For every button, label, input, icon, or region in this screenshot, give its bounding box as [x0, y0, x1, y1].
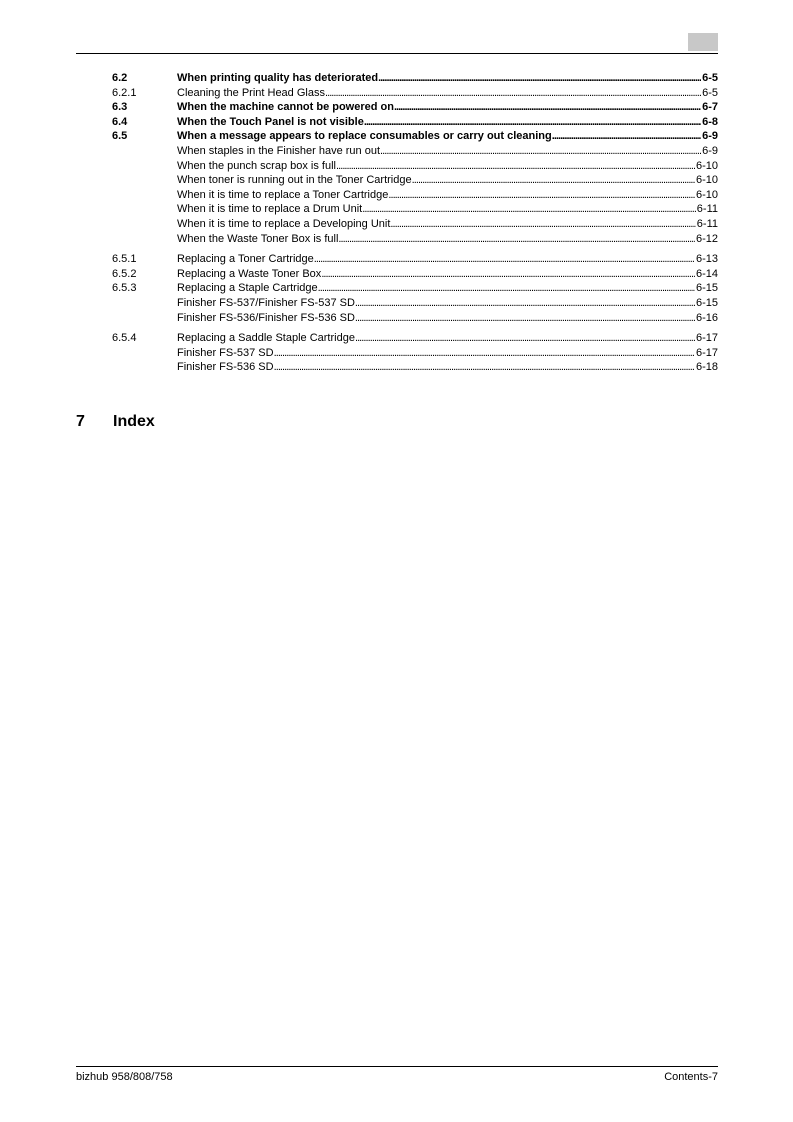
toc-leader-dots [321, 267, 695, 282]
toc-entry[interactable] [112, 173, 718, 188]
toc-entry-title: When the Waste Toner Box is full [177, 232, 339, 245]
toc-entry-line [177, 296, 718, 311]
toc-entry-title: When it is time to replace a Toner Cartridge [177, 188, 389, 201]
toc-entry-page: 6-9 [702, 144, 718, 157]
toc-entry[interactable] [112, 115, 718, 130]
toc-entry-page: 6-10 [695, 174, 718, 187]
toc-entry-number: 6.5.1 [112, 253, 137, 266]
footer-page-number: Contents-7 [664, 1071, 718, 1083]
toc-leader-dots [394, 100, 701, 115]
toc-entry-title: When printing quality has deteriorated [177, 72, 379, 84]
toc-entry-line [177, 331, 718, 346]
toc-leader-dots [274, 360, 695, 375]
toc-entry-number: 6.5.2 [112, 267, 137, 280]
toc-entry-page: 6-11 [696, 217, 718, 230]
toc-entry-number: 6.5.4 [112, 332, 137, 345]
chapter-title: Index [113, 413, 155, 430]
toc-entry-title: Replacing a Staple Cartridge [177, 282, 318, 295]
toc-entry[interactable] [112, 86, 718, 101]
toc-entry-page: 6-17 [695, 332, 718, 345]
toc-entry-title: When the machine cannot be powered on [177, 101, 394, 114]
toc-entry-number: 6.5.3 [112, 282, 137, 295]
toc-entry-number: 6.3 [112, 101, 128, 114]
toc-entry-line [177, 311, 718, 326]
toc-entry-title: When the Touch Panel is not visible [177, 115, 364, 128]
toc-entry-page: 6-5 [702, 86, 718, 99]
toc-entry-number: 6.2 [112, 72, 128, 84]
toc-entry[interactable] [112, 232, 718, 247]
toc-entry-page: 6-8 [702, 115, 718, 128]
footer-rule [76, 1066, 718, 1067]
toc-leader-dots [378, 71, 701, 86]
toc-leader-dots [325, 86, 701, 101]
toc-leader-dots [390, 217, 695, 232]
toc-entry-line [177, 100, 718, 115]
toc-entry-line [177, 267, 718, 282]
toc-entry-line [177, 86, 718, 101]
toc-leader-dots [274, 346, 695, 361]
toc-entry-page: 6-18 [695, 361, 718, 374]
table-of-contents [112, 71, 718, 375]
toc-leader-dots [338, 232, 695, 247]
toc-entry-line [177, 173, 718, 188]
toc-entry-line [177, 360, 718, 375]
toc-entry-page: 6-12 [695, 232, 718, 245]
toc-entry-title: Finisher FS-536/Finisher FS-536 SD [177, 311, 355, 324]
header-rule [76, 53, 718, 54]
footer-product: bizhub 958/808/758 [76, 1071, 173, 1083]
toc-entry-title: When it is time to replace a Developing Unit [177, 217, 391, 230]
toc-entry[interactable] [112, 188, 718, 203]
toc-entry-title: When staples in the Finisher have run out [177, 144, 381, 157]
chapter-heading[interactable] [76, 413, 155, 431]
toc-entry[interactable] [112, 71, 718, 86]
toc-leader-dots [355, 331, 695, 346]
toc-entry-title: When toner is running out in the Toner Cartridge [177, 174, 412, 187]
toc-entry-page: 6-15 [695, 296, 718, 309]
toc-entry[interactable] [112, 311, 718, 326]
toc-entry[interactable] [112, 296, 718, 311]
toc-entry-page: 6-14 [695, 267, 718, 280]
toc-leader-dots [380, 144, 701, 159]
toc-leader-dots [364, 115, 701, 130]
toc-entry[interactable] [112, 100, 718, 115]
toc-entry-line [177, 71, 718, 86]
toc-entry-page: 6-7 [702, 101, 718, 114]
toc-entry[interactable] [112, 159, 718, 174]
toc-entry-title: Replacing a Waste Toner Box [177, 267, 322, 280]
toc-entry-line [177, 202, 718, 217]
toc-entry-title: When it is time to replace a Drum Unit [177, 203, 363, 216]
toc-entry-line [177, 129, 718, 144]
toc-entry[interactable] [112, 267, 718, 282]
toc-entry-line [177, 144, 718, 159]
toc-entry[interactable] [112, 144, 718, 159]
toc-entry-title: Finisher FS-537 SD [177, 346, 274, 359]
header-tab [688, 33, 718, 51]
toc-entry-line [177, 159, 718, 174]
toc-leader-dots [552, 129, 701, 144]
toc-entry-number: 6.5 [112, 130, 128, 143]
toc-entry-line [177, 188, 718, 203]
toc-entry-page: 6-16 [695, 311, 718, 324]
toc-entry[interactable] [112, 331, 718, 346]
toc-entry-title: Cleaning the Print Head Glass [177, 86, 325, 99]
toc-entry-line [177, 252, 718, 267]
toc-leader-dots [388, 188, 695, 203]
toc-entry-page: 6-17 [695, 346, 718, 359]
toc-leader-dots [412, 173, 695, 188]
toc-entry-page: 6-10 [695, 188, 718, 201]
toc-leader-dots [314, 252, 695, 267]
toc-leader-dots [318, 281, 695, 296]
chapter-number: 7 [76, 413, 85, 430]
toc-entry-line [177, 346, 718, 361]
toc-entry-line [177, 217, 718, 232]
toc-entry-page: 6-13 [695, 253, 718, 266]
toc-leader-dots [362, 202, 696, 217]
toc-entry-title: Finisher FS-536 SD [177, 361, 274, 374]
toc-entry-title: Replacing a Saddle Staple Cartridge [177, 332, 355, 345]
toc-leader-dots [355, 296, 695, 311]
toc-entry[interactable] [112, 281, 718, 296]
toc-entry[interactable] [112, 360, 718, 375]
toc-entry-page: 6-9 [702, 130, 718, 143]
toc-entry-line [177, 115, 718, 130]
toc-entry-line [177, 281, 718, 296]
toc-entry-number: 6.4 [112, 115, 128, 128]
toc-entry[interactable] [112, 252, 718, 267]
toc-entry-title: Finisher FS-537/Finisher FS-537 SD [177, 296, 355, 309]
toc-entry-page: 6-15 [695, 282, 718, 295]
toc-entry[interactable] [112, 346, 718, 361]
toc-entry[interactable] [112, 202, 718, 217]
toc-entry-line [177, 232, 718, 247]
toc-entry-title: When a message appears to replace consumables or carry out cleaning [177, 130, 552, 143]
toc-entry[interactable] [112, 129, 718, 144]
toc-entry-page: 6-10 [695, 159, 718, 172]
toc-entry-title: Replacing a Toner Cartridge [177, 253, 314, 266]
toc-entry-number: 6.2.1 [112, 86, 137, 99]
toc-leader-dots [355, 311, 695, 326]
toc-entry-page: 6-5 [702, 72, 718, 84]
toc-leader-dots [336, 159, 695, 174]
toc-entry-page: 6-11 [696, 203, 718, 216]
toc-entry-title: When the punch scrap box is full [177, 159, 336, 172]
toc-entry[interactable] [112, 217, 718, 232]
